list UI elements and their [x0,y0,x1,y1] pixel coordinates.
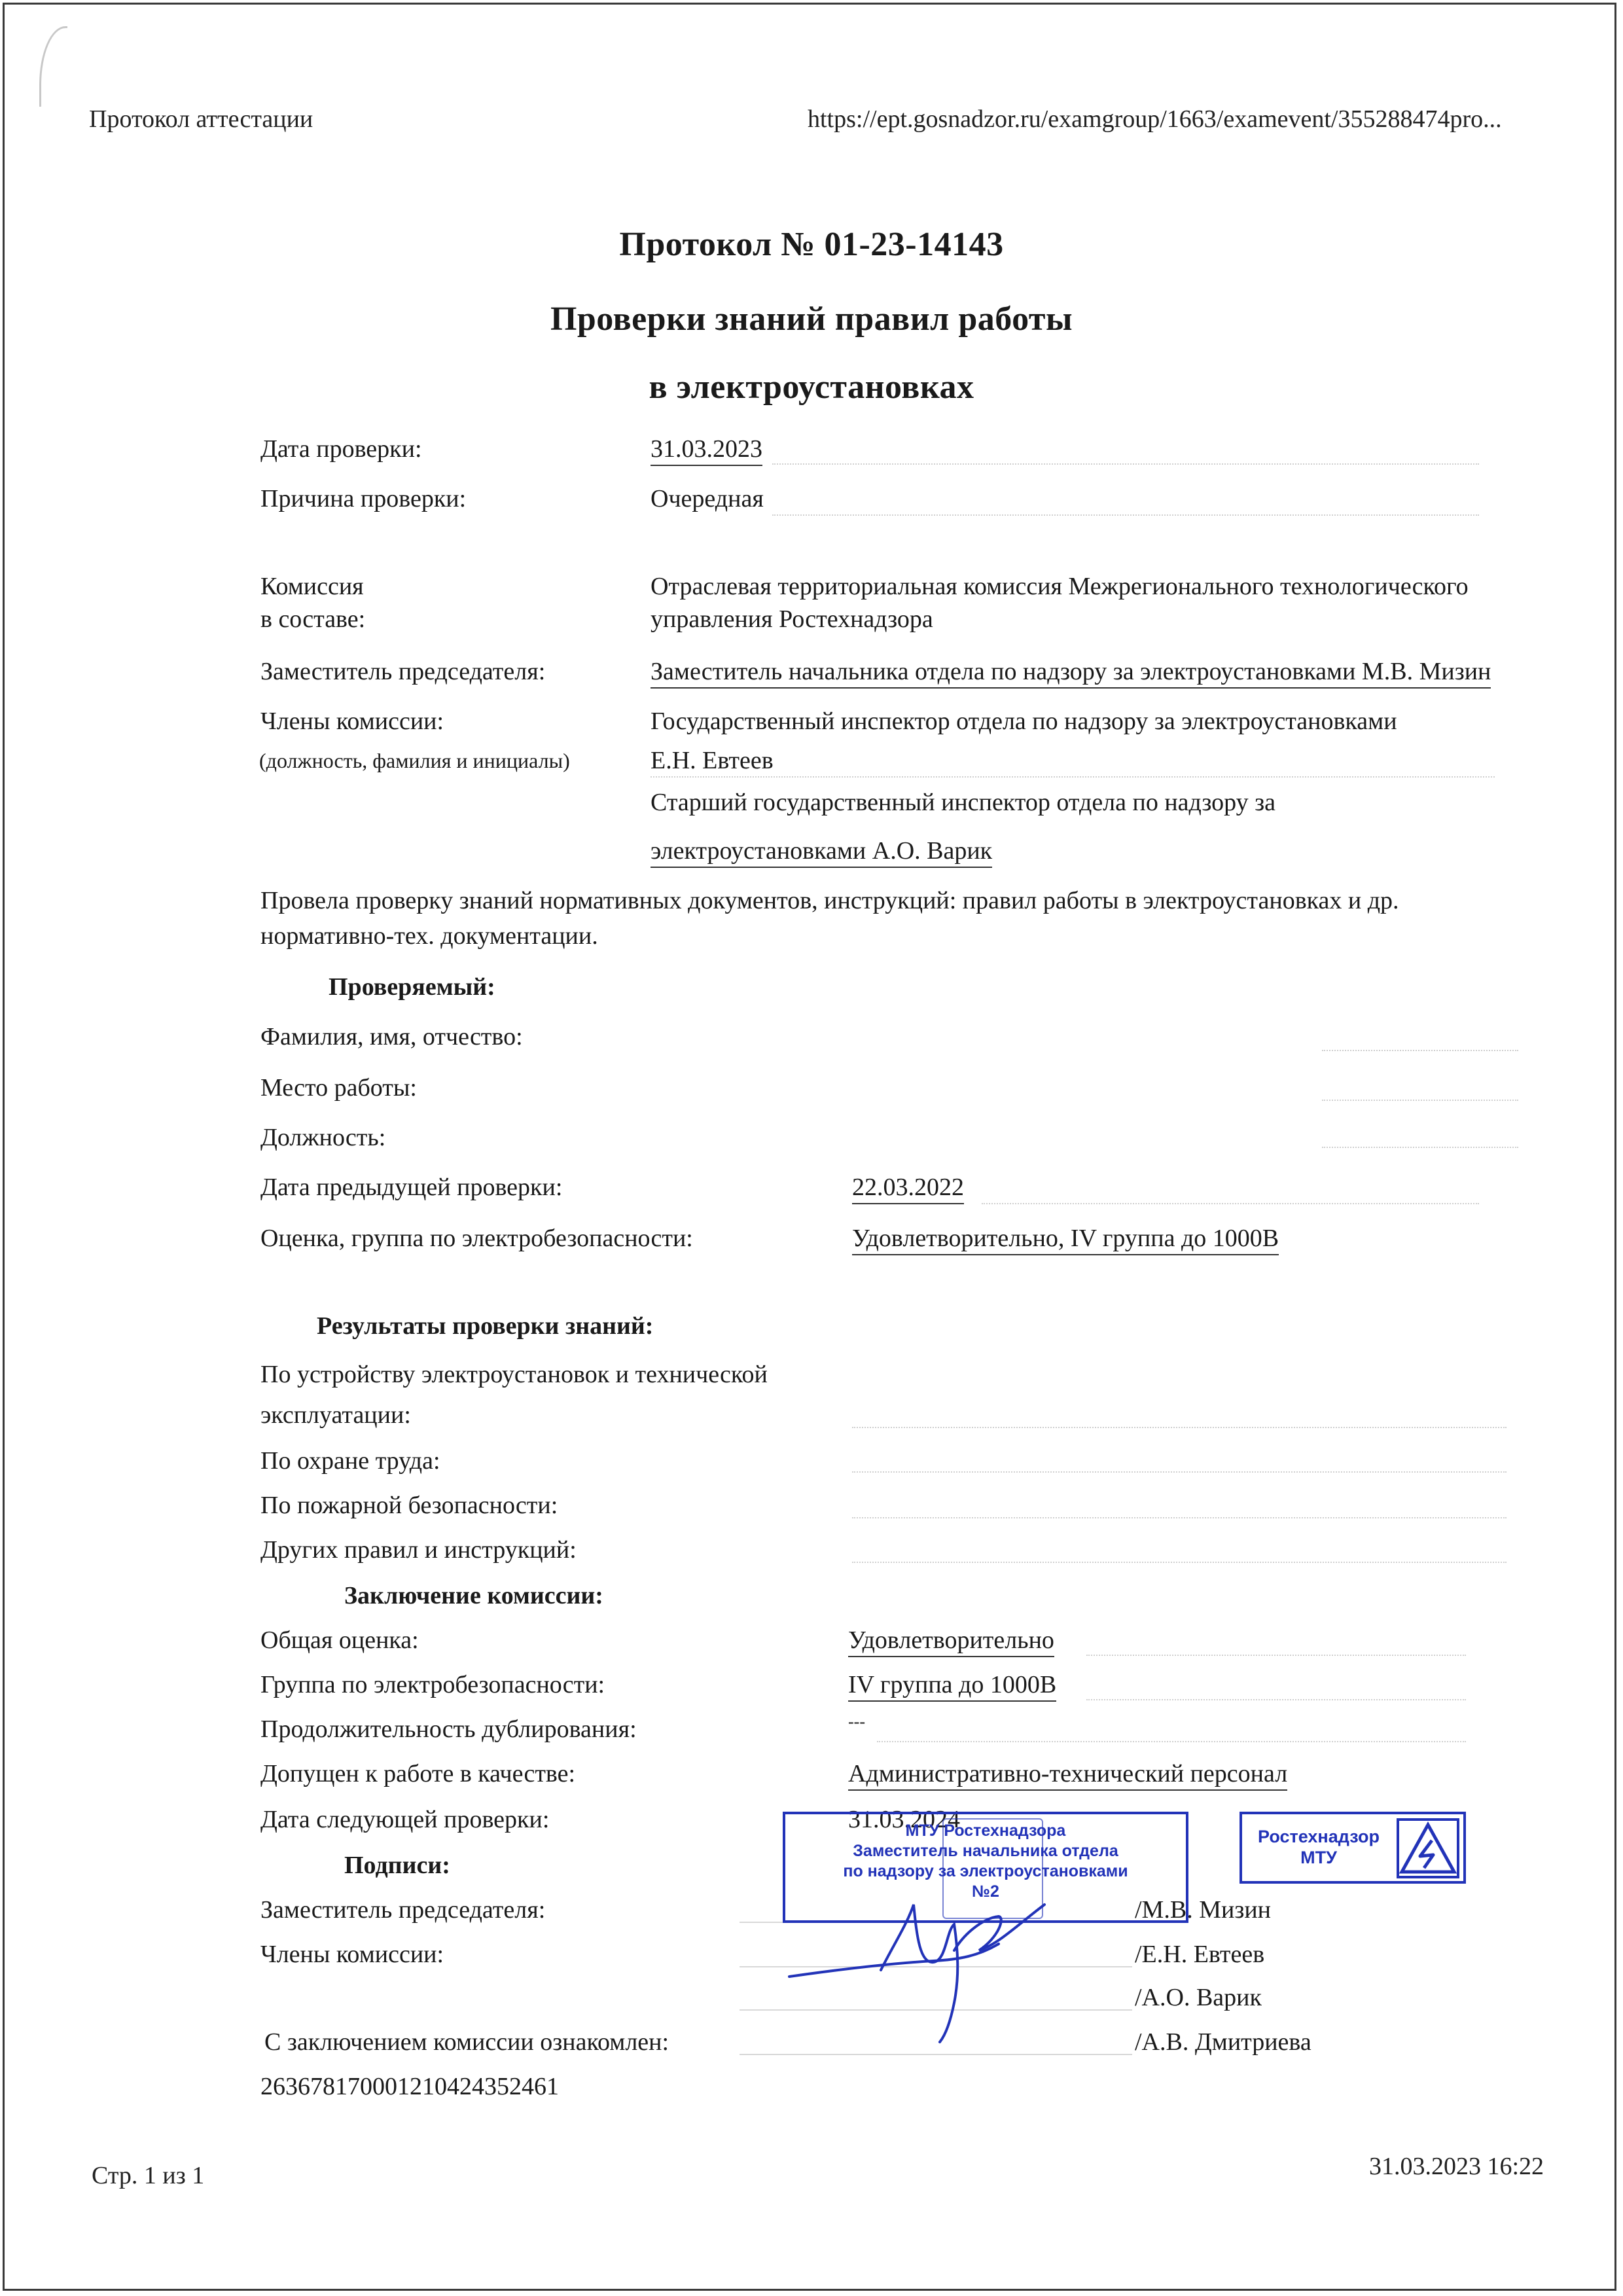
position-label: Должность: [260,1124,386,1151]
next-check-date-value: 31.03.2024 [848,1806,960,1833]
examinee-heading: Проверяемый: [329,973,495,1001]
results-device-label-1: По устройству электроустановок и технической [260,1361,768,1388]
dotted-line [1322,1050,1518,1051]
member-2-line-1: Старший государственный инспектор отдела по надзору за [651,789,1276,816]
protocol-number: Протокол № 01-23-14143 [619,226,1004,263]
sig-member-1-name: /Е.Н. Евтеев [1135,1941,1265,1968]
conclusion-heading: Заключение комиссии: [344,1582,603,1609]
member-2-line-2: электроустановками А.О. Варик [651,836,992,868]
grade-value: Удовлетворительно, IV группа до 1000В [852,1224,1279,1255]
overall-grade-label: Общая оценка: [260,1626,419,1654]
members-label: Члены комиссии: [260,708,444,735]
member-1-line-2: Е.Н. Евтеев [651,747,774,774]
logo-line-1: Ростехнадзор [1258,1827,1380,1846]
grade-label: Оценка, группа по электробезопасности: [260,1225,693,1252]
protocol-title: Проверки знаний правил работы [550,300,1073,338]
members-sublabel: (должность, фамилия и инициалы) [259,749,570,772]
deputy-chair-value: Заместитель начальника отдела по надзору за электроустановками М.В. Мизин [651,657,1491,689]
footer-page-number: Стр. 1 из 1 [92,2162,205,2189]
logo-line-2: МТУ [1300,1848,1337,1867]
check-date-value: 31.03.2023 [651,435,762,466]
dotted-line [1322,1147,1518,1148]
document-code: 263678170001210424352461 [260,2073,559,2100]
next-check-date-label: Дата следующей проверки: [260,1806,550,1833]
safety-group-value: IV группа до 1000В [848,1670,1056,1702]
results-other-label: Других правил и инструкций: [260,1536,577,1564]
results-heading: Результаты проверки знаний: [317,1312,654,1340]
safety-group-label: Группа по электробезопасности: [260,1671,605,1698]
rostekhnadzor-logo [1240,1812,1466,1884]
sig-deputy-label: Заместитель председателя: [260,1896,546,1924]
results-device-label-2: эксплуатации: [260,1401,411,1429]
commission-value-1: Отраслевая территориальная комиссия Межрегионального технологического [651,573,1469,600]
dotted-line [772,463,1479,465]
workplace-label: Место работы: [260,1074,417,1102]
statement-line-1: Провела проверку знаний нормативных документов, инструкций: правил работы в электроустановках и др. [260,887,1399,914]
commission-label-1: Комиссия [260,573,364,600]
stamp-line-3: по надзору за электроустановками [843,1862,1128,1880]
print-header-title: Протокол аттестации [89,105,313,133]
duplication-value: --- [848,1712,865,1731]
results-labor-label: По охране труда: [260,1447,440,1475]
dotted-line [772,514,1479,516]
admitted-value: Административно-технический персонал [848,1759,1287,1791]
duplication-label: Продолжительность дублирования: [260,1715,637,1743]
dotted-line [852,1427,1507,1428]
protocol-subtitle: в электроустановках [649,368,974,406]
commission-value-2: управления Ростехнадзора [651,605,933,633]
statement-line-2: нормативно-тех. документации. [260,922,598,950]
dotted-line [982,1203,1479,1204]
dotted-line [852,1562,1507,1563]
dotted-line [1086,1699,1466,1700]
dotted-line [852,1471,1507,1473]
prev-check-date-value: 22.03.2022 [852,1173,964,1204]
signature-line [740,2054,1132,2055]
overall-grade-value: Удовлетворительно [848,1626,1054,1657]
dotted-line [852,1517,1507,1518]
full-name-label: Фамилия, имя, отчество: [260,1023,523,1050]
stamp-line-1: МТУ Ростехнадзора [905,1821,1066,1840]
stamp-line-2: Заместитель начальника отдела [853,1842,1118,1860]
dotted-line [1086,1655,1466,1656]
acquainted-name: /А.В. Дмитриева [1135,2028,1311,2056]
signatures-heading: Подписи: [344,1852,450,1879]
dotted-line [651,776,1495,778]
commission-label-2: в составе: [260,605,366,633]
dotted-line [877,1741,1466,1742]
handwritten-signature [783,1878,1097,2049]
acquainted-label: С заключением комиссии ознакомлен: [264,2028,669,2056]
stamp-line-4: №2 [972,1882,999,1901]
admitted-label: Допущен к работе в качестве: [260,1760,576,1787]
print-header-url: https://ept.gosnadzor.ru/examgroup/1663/examevent/355288474pro... [808,105,1502,133]
sig-deputy-name: /М.В. Мизин [1135,1896,1271,1924]
results-fire-label: По пожарной безопасности: [260,1492,558,1519]
footer-datetime: 31.03.2023 16:22 [1369,2153,1544,2180]
check-reason-label: Причина проверки: [260,485,467,512]
sig-member-2-name: /А.О. Варик [1135,1984,1262,2011]
check-date-label: Дата проверки: [260,435,422,463]
deputy-chair-label: Заместитель председателя: [260,658,546,685]
sig-members-label: Члены комиссии: [260,1941,444,1968]
check-reason-value: Очередная [651,485,764,512]
dotted-line [1322,1100,1518,1101]
member-1-line-1: Государственный инспектор отдела по надзору за электроустановками [651,708,1397,735]
prev-check-date-label: Дата предыдущей проверки: [260,1174,563,1201]
lightning-triangle-icon [1397,1818,1459,1878]
